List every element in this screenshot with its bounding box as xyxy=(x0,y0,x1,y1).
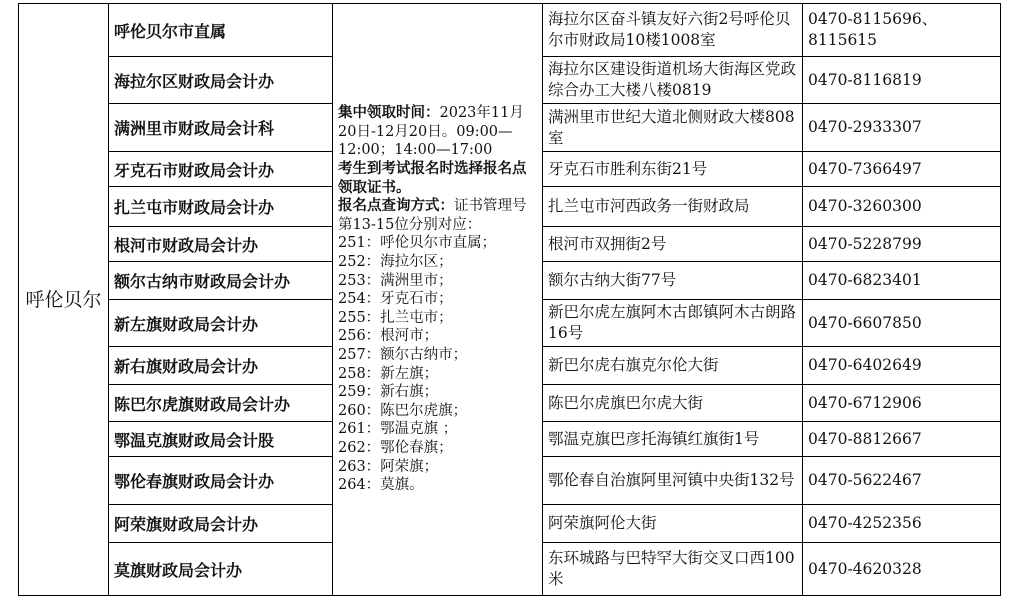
office-name: 扎兰屯市财政局会计办 xyxy=(109,187,333,227)
office-phone: 0470-5622467 xyxy=(803,457,1001,505)
office-name: 莫旗财政局会计办 xyxy=(109,543,333,596)
office-name: 新右旗财政局会计办 xyxy=(109,347,333,385)
query-value: 证书管理号第13-15位分别对应： xyxy=(338,198,527,233)
code-mapping-item: 251：呼伦贝尔市直属； xyxy=(338,235,497,252)
office-phone: 0470-7366497 xyxy=(803,152,1001,187)
office-address: 额尔古纳大街77号 xyxy=(543,262,803,300)
office-phone: 0470-6712906 xyxy=(803,385,1001,422)
code-mapping-item: 263：阿荣旗； xyxy=(338,458,439,475)
office-phone: 0470-8812667 xyxy=(803,422,1001,457)
pickup-time-label: 集中领取时间： xyxy=(338,104,440,122)
code-mapping-item: 252：海拉尔区； xyxy=(338,254,453,271)
code-mapping-item: 253：满洲里市； xyxy=(338,272,453,289)
table-row xyxy=(19,4,1001,57)
code-mapping-item: 264：莫旗。 xyxy=(338,477,424,494)
office-name: 新左旗财政局会计办 xyxy=(109,300,333,347)
office-address: 陈巴尔虎旗巴尔虎大街 xyxy=(543,385,803,422)
office-address: 海拉尔区奋斗镇友好六街2号呼伦贝尔市财政局10楼1008室 xyxy=(543,4,803,57)
code-mapping-item: 260：陈巴尔虎旗； xyxy=(338,402,468,419)
query-method xyxy=(338,197,537,234)
code-mapping-item: 256：根河市； xyxy=(338,328,439,345)
code-mapping-item: 254：牙克石市； xyxy=(338,291,453,308)
office-name: 满洲里市财政局会计科 xyxy=(109,104,333,152)
pickup-info-cell xyxy=(333,4,543,596)
office-phone: 0470-4620328 xyxy=(803,543,1001,596)
office-address: 阿荣旗阿伦大街 xyxy=(543,505,803,543)
office-phone: 0470-6823401 xyxy=(803,262,1001,300)
code-mapping-item: 258：新左旗； xyxy=(338,365,439,382)
code-mapping-item: 262：鄂伦春旗； xyxy=(338,439,453,456)
table-body xyxy=(19,4,1001,596)
code-mapping-item: 259：新右旗； xyxy=(338,384,439,401)
office-name: 额尔古纳市财政局会计办 xyxy=(109,262,333,300)
office-name: 根河市财政局会计办 xyxy=(109,227,333,262)
office-address: 鄂伦春自治旗阿里河镇中央街132号 xyxy=(543,457,803,505)
office-address: 东环城路与巴特罕大街交叉口西100米 xyxy=(543,543,803,596)
office-name: 鄂伦春旗财政局会计办 xyxy=(109,457,333,505)
office-name: 陈巴尔虎旗财政局会计办 xyxy=(109,385,333,422)
office-phone: 0470-3260300 xyxy=(803,187,1001,227)
query-label: 报名点查询方式： xyxy=(338,197,454,215)
office-address: 满洲里市世纪大道北侧财政大楼808室 xyxy=(543,104,803,152)
office-address: 根河市双拥街2号 xyxy=(543,227,803,262)
office-address: 新巴尔虎右旗克尔伦大街 xyxy=(543,347,803,385)
office-phone: 0470-2933307 xyxy=(803,104,1001,152)
pickup-time xyxy=(338,104,537,160)
office-name: 海拉尔区财政局会计办 xyxy=(109,57,333,104)
office-address: 牙克石市胜利东街21号 xyxy=(543,152,803,187)
office-name: 呼伦贝尔市直属 xyxy=(109,4,333,57)
office-name: 牙克石市财政局会计办 xyxy=(109,152,333,187)
office-address: 鄂温克旗巴彦托海镇红旗街1号 xyxy=(543,422,803,457)
code-mapping-item: 257：额尔古纳市； xyxy=(338,346,468,363)
office-phone: 0470-4252356 xyxy=(803,505,1001,543)
code-mapping-item: 261：鄂温克旗 ； xyxy=(338,421,458,438)
office-phone: 0470-8115696、8115615 xyxy=(803,4,1001,57)
office-address: 扎兰屯市河西政务一街财政局 xyxy=(543,187,803,227)
office-phone: 0470-8116819 xyxy=(803,57,1001,104)
office-address: 新巴尔虎左旗阿木古郎镇阿木古朗路16号 xyxy=(543,300,803,347)
registration-note: 考生到考试报名时选择报名点领取证书。 xyxy=(338,160,527,196)
office-phone: 0470-6607850 xyxy=(803,300,1001,347)
office-address: 海拉尔区建设街道机场大街海区党政综合办工大楼八楼0819 xyxy=(543,57,803,104)
office-name: 阿荣旗财政局会计办 xyxy=(109,505,333,543)
region-cell: 呼伦贝尔 xyxy=(19,4,109,596)
code-mapping-item: 255：扎兰屯市； xyxy=(338,309,453,326)
office-phone: 0470-6402649 xyxy=(803,347,1001,385)
office-name: 鄂温克旗财政局会计股 xyxy=(109,422,333,457)
pickup-time-value: 2023年11月20日-12月20日。09:00—12:00；14:00—17:00 xyxy=(338,105,524,159)
certificate-pickup-table xyxy=(18,3,1001,596)
office-phone: 0470-5228799 xyxy=(803,227,1001,262)
